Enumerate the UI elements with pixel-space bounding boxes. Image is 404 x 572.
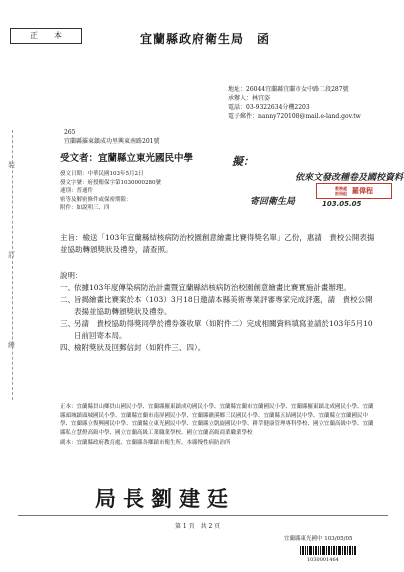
- recipient-address: 宜蘭縣羅東鎮成功里興東南路201號: [64, 138, 160, 145]
- binding-mark-3: 線: [8, 341, 15, 349]
- receipt-reference: 宜蘭縣東光國中 103/05/05: [284, 536, 353, 542]
- barcode-number: 1030001464: [307, 557, 339, 563]
- confidentiality: 密等及解密條件或保密期限：: [60, 196, 132, 203]
- item-text: 檢附獎狀及回郵信封（如附件三、四）。: [74, 343, 206, 352]
- item-number: 四、: [60, 343, 75, 352]
- distribution-list: [60, 403, 378, 450]
- binding-line: [12, 130, 13, 400]
- sender-email: 電子郵件：nanny720108@mail.e-land.gov.tw: [228, 113, 361, 120]
- footer-divider: [18, 515, 388, 516]
- original-copy-seal: [10, 28, 82, 44]
- explanation-item: [60, 282, 380, 294]
- item-text: 依據103年度傳染病防治計畫暨宜蘭縣結核病防治校園創意繪畫比賽實施計畫辦理。: [74, 283, 351, 292]
- explanation: [60, 270, 380, 354]
- sender-info: [228, 85, 398, 121]
- item-text: 另請 貴校協助得獎同學於禮券簽收單（如附件二）完成相關資料填寫並請於103年5月10日前回寄本局。: [74, 319, 373, 340]
- item-text: 旨揭繪畫比賽案於本（103）3月18日邀請本縣美術專業評審專家完成評選，請 貴校公開表揚並協助轉頒獎狀及禮券。: [74, 295, 373, 316]
- barcode: [300, 546, 356, 555]
- page-indicator: 第 1 頁 共 2 頁: [175, 523, 221, 530]
- seal-label: 正 本: [30, 31, 62, 40]
- handwritten-note-line1: 依來文發改種卷及國校資料: [295, 173, 404, 183]
- explanation-item: [60, 294, 380, 318]
- document-info: [60, 170, 161, 213]
- copy-recipients: 副本：宜蘭縣政府教育處、宜蘭縣各鄉鎮市衛生所、本縣慢性病防治所: [60, 440, 231, 446]
- sender-contact: 承辦人：林宜姿: [228, 95, 271, 102]
- urgency: 速別：普通件: [60, 188, 94, 194]
- explanation-label: 說明：: [60, 271, 83, 280]
- item-number: 三、: [60, 319, 75, 328]
- binding-mark-2: 訂: [8, 251, 15, 259]
- handwritten-note-label: 擬：: [232, 155, 254, 168]
- stamp-name: 羅偉程: [352, 186, 373, 195]
- recipient-name: 受文者：宜蘭縣立東光國民中學: [60, 153, 194, 164]
- binding-mark-1: 裝: [8, 161, 15, 169]
- item-number: 一、: [60, 283, 75, 292]
- item-number: 二、: [60, 295, 75, 304]
- recipient-address-block: [64, 128, 159, 146]
- director-signature: 局長劉建廷: [95, 487, 235, 511]
- recipient-zip: 265: [64, 129, 76, 136]
- handwritten-note-line2: 寄回衛生局: [250, 197, 296, 207]
- explanation-item: [60, 342, 380, 354]
- subject: 主旨：檢送「103年宜蘭縣結核病防治校園創意繪畫比賽得獎名單」乙份，惠請 貴校公開表揚並協助轉頒獎狀及禮券，請查照。: [60, 233, 375, 254]
- sender-address: 地址：26044宜蘭縣宜蘭市女中路二段287號: [228, 86, 349, 93]
- handwritten-date: 103.05.05: [322, 200, 362, 208]
- sender-phone: 電話：03-9322634分機2203: [228, 104, 310, 111]
- primary-recipients: 正本：宜蘭縣員山鄉員山國民小學、宜蘭縣羅東鎮成功國民小學、宜蘭縣宜蘭市宜蘭國民小學、宜蘭縣羅東鎮北成國民小學、宜蘭縣頭城鎮頭城國民小學、宜蘭縣宜蘭市南屏國民小學、宜蘭縣礁溪鄉三民國民小學、宜蘭縣五結國民中學、宜蘭縣立宜蘭國民中學、宜蘭縣立復興國民中學、宜蘭縣立東光國民中學、宜蘭縣立凱旋國民中學、耕莘健康管理專科學校、國立宜蘭高級中學、宜蘭縣私立慧燈高級中學、國立宜蘭高級工業職業學校、國立宜蘭高級商業職業學校: [60, 404, 374, 436]
- explanation-item: [60, 318, 380, 342]
- registrar-stamp: [316, 183, 392, 199]
- issue-date: 發文日期：中華民國103年5月2日: [60, 171, 144, 177]
- stamp-office: 教務處 註冊組: [335, 186, 347, 196]
- issue-number: 發文字號：府授衛保字第1030000280號: [60, 179, 161, 186]
- document-title: 宜蘭縣政府衛生局 函: [140, 32, 271, 46]
- attachments: 附件：如說明三、四: [60, 205, 110, 211]
